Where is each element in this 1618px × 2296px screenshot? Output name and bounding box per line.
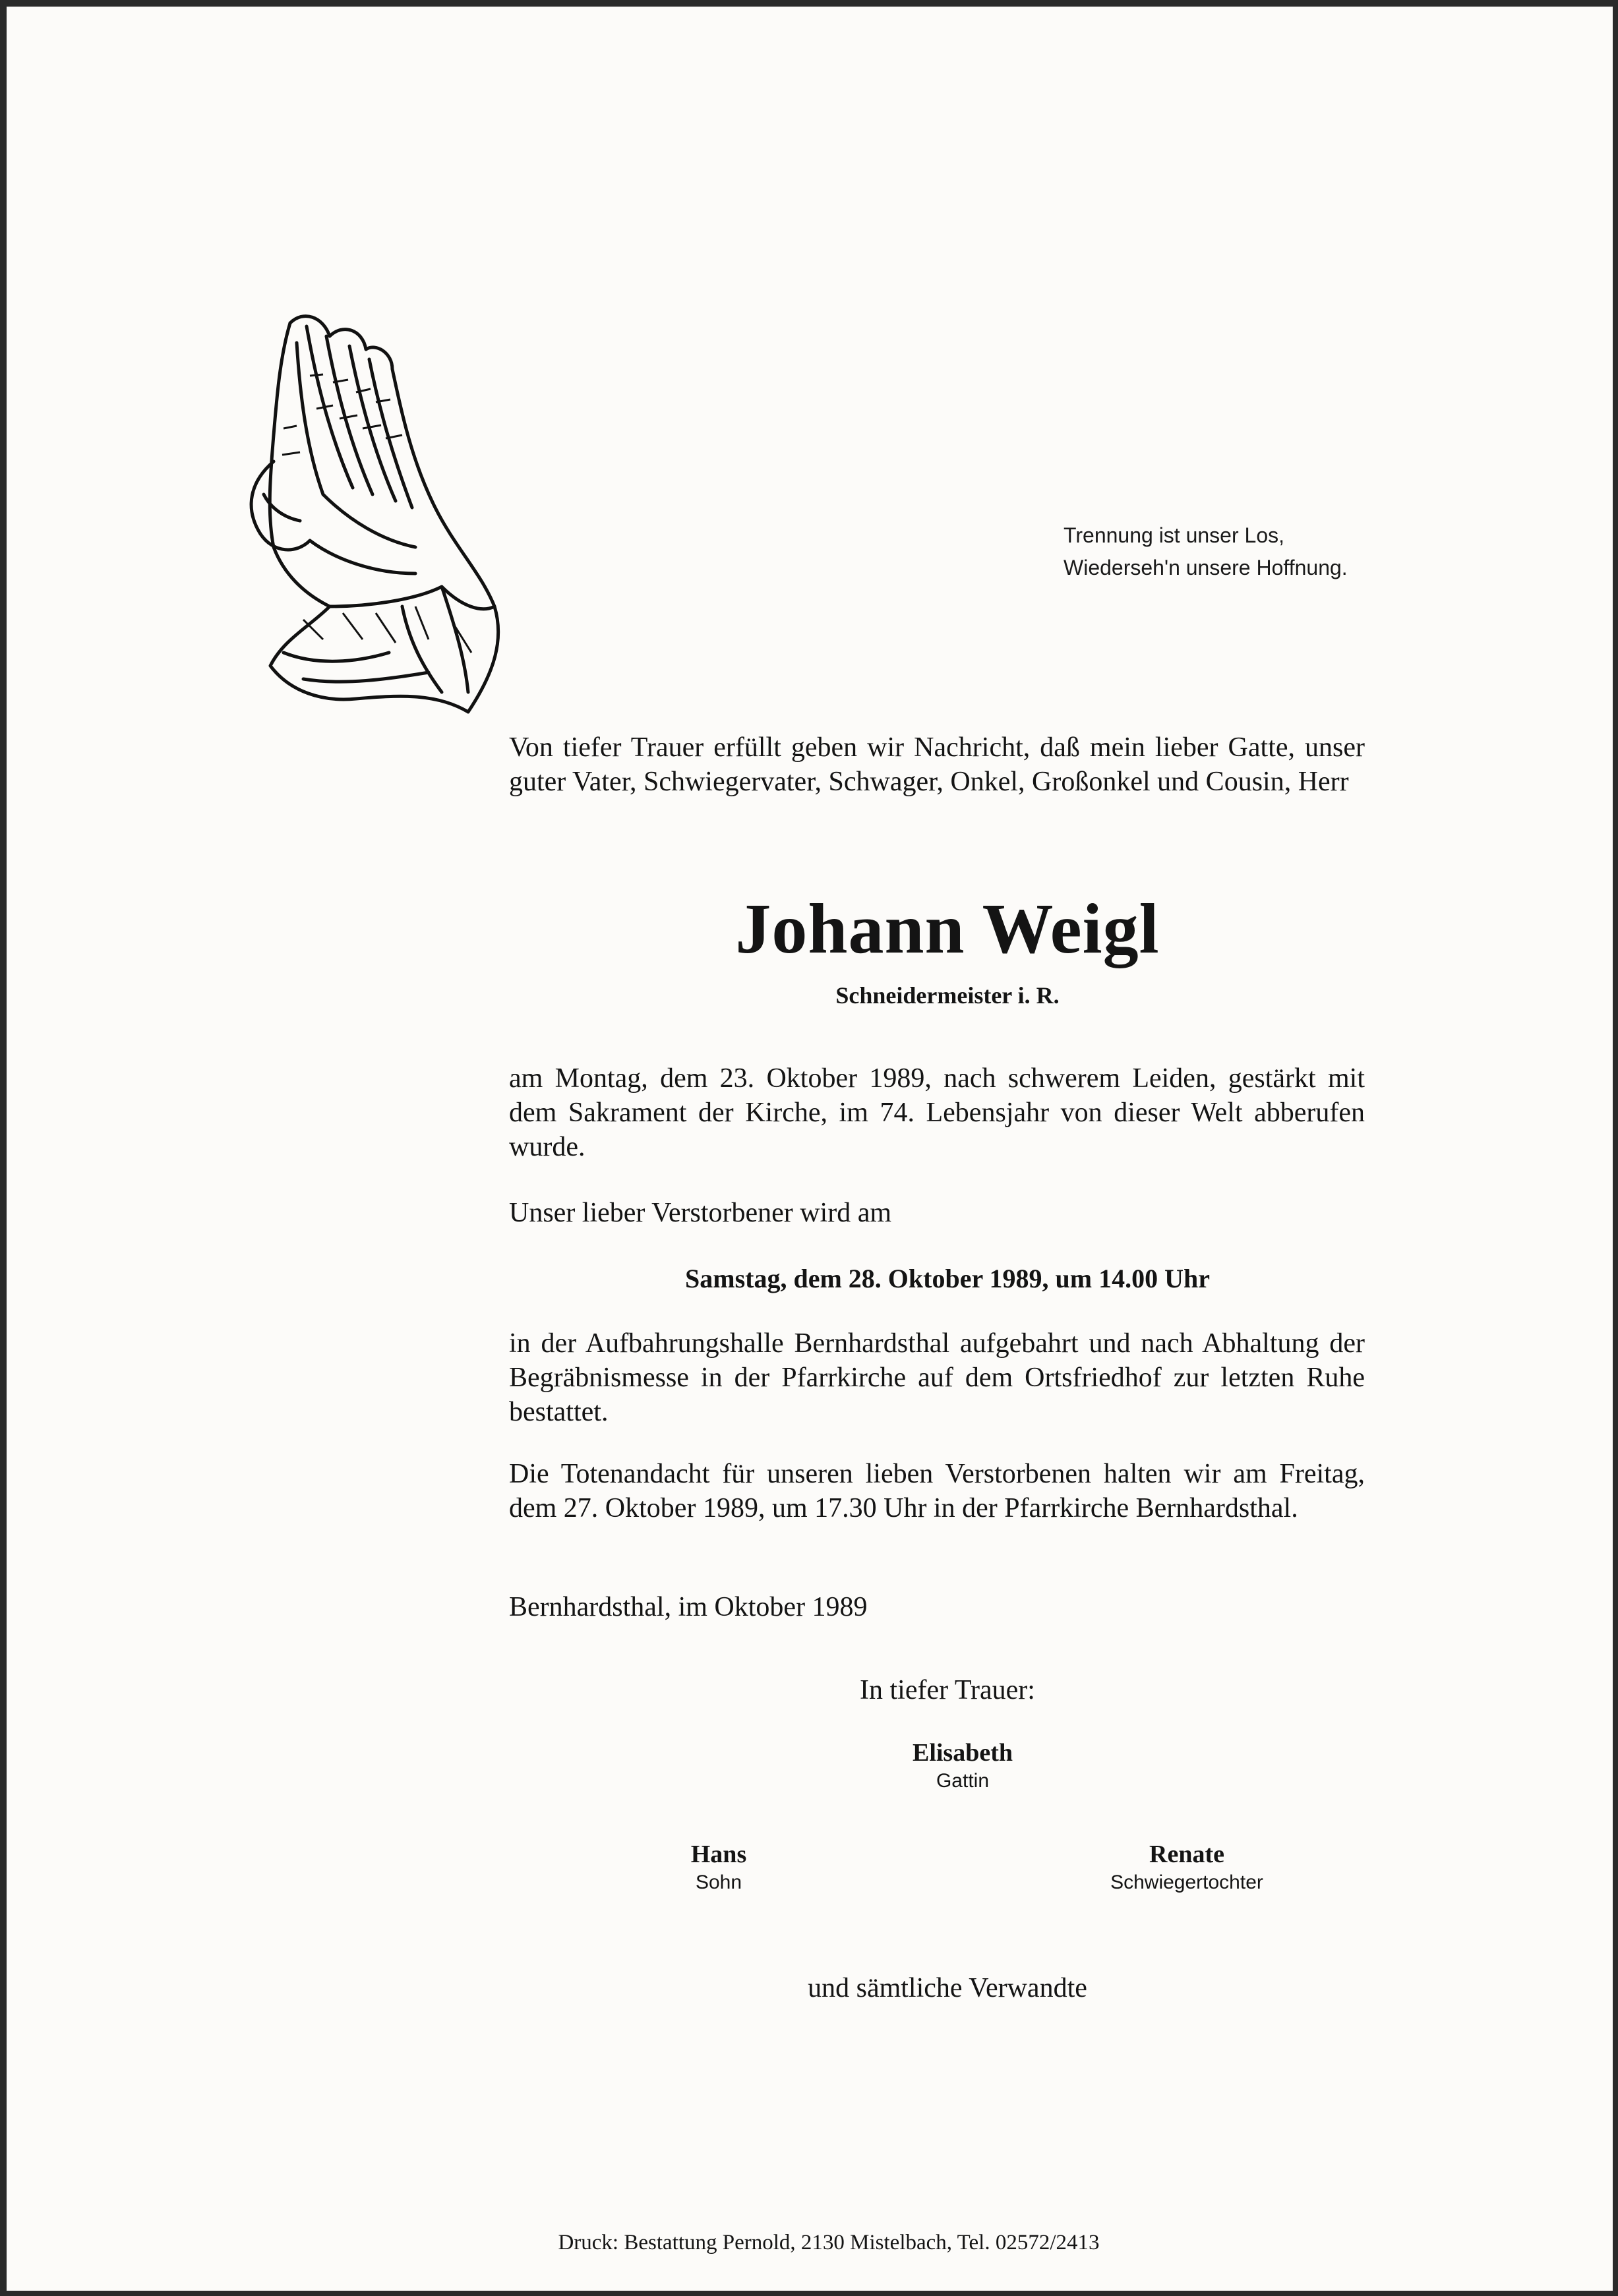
funeral-paragraph: in der Aufbahrungshalle Bernhardsthal aufgebahrt und nach Abhaltung der Begräbnismesse in der Pfarrkirche auf dem Ortsfriedhof zur letzten Ruhe bestattet. <box>509 1328 1365 1427</box>
mourner-daughter-in-law-name: Renate <box>1149 1840 1224 1868</box>
mourner-son-name: Hans <box>690 1840 747 1868</box>
motto <box>1064 519 1348 584</box>
mourner-son-role: Sohn <box>695 1871 742 1893</box>
mourner-spouse-name: Elisabeth <box>912 1739 1013 1767</box>
motto-line-2: Wiederseh'n unsere Hoffnung. <box>1064 556 1348 579</box>
mourner-daughter-in-law-role: Schwiegertochter <box>1110 1871 1263 1893</box>
deceased-title: Schneidermeister i. R. <box>835 982 1060 1009</box>
printer-footer: Druck: Bestattung Pernold, 2130 Mistelbach, Tel. 02572/2413 <box>558 2231 1100 2254</box>
mourner-spouse-role: Gattin <box>936 1770 990 1792</box>
mourner-daughter-in-law <box>1022 1839 1352 1896</box>
mourner-son <box>587 1839 851 1896</box>
mourner-spouse <box>811 1738 1114 1794</box>
death-paragraph: am Montag, dem 23. Oktober 1989, nach schwerem Leiden, gestärkt mit dem Sakrament der Kirche, im 74. Lebensjahr von dieser Welt abberufen wurde. <box>509 1063 1365 1162</box>
mourners-heading: In tiefer Trauer: <box>860 1675 1035 1705</box>
funeral-intro: Unser lieber Verstorbener wird am <box>509 1198 892 1228</box>
deceased-name: Johann Weigl <box>735 890 1160 968</box>
motto-line-1: Trennung ist unser Los, <box>1064 523 1284 547</box>
funeral-date: Samstag, dem 28. Oktober 1989, um 14.00 Uhr <box>685 1264 1210 1293</box>
mourners-closing: und sämtliche Verwandte <box>808 1973 1087 2003</box>
intro-paragraph: Von tiefer Trauer erfüllt geben wir Nachricht, daß mein lieber Gatte, unser guter Vater, Schwiegervater, Schwager, Onkel, Großonkel und Cousin, Herr <box>509 732 1365 797</box>
praying-hands-icon <box>244 297 541 732</box>
place-date: Bernhardsthal, im Oktober 1989 <box>509 1592 868 1622</box>
vigil-paragraph: Die Totenandacht für unseren lieben Verstorbenen halten wir am Freitag, dem 27. Oktober 1989, um 17.30 Uhr in der Pfarrkirche Bernhardsthal. <box>509 1459 1365 1523</box>
